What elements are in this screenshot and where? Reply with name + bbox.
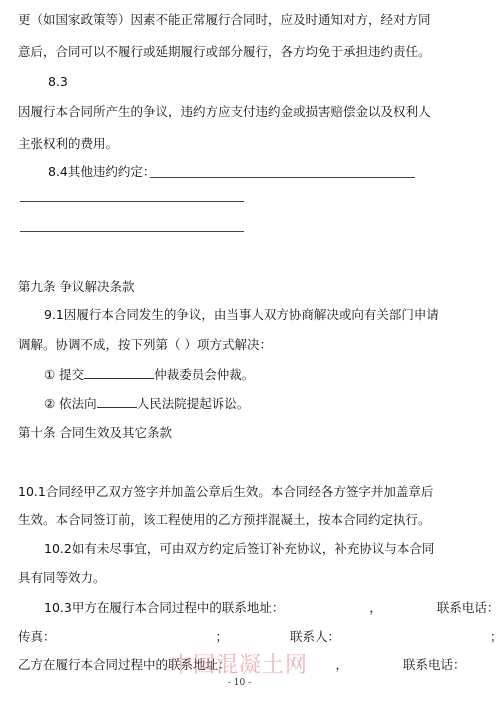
- fax-label: 传真：: [18, 629, 56, 644]
- clause-text-line: 主张权利的费用。: [18, 136, 119, 151]
- option-text: 人民法院提起诉讼。: [136, 396, 250, 411]
- clause-text-line: 10.2如有未尽事宜，可由双方约定后签订补充协议，补充协议与本合同: [44, 541, 435, 556]
- clause-text-line: 意后，合同可以不履行或延期履行或部分履行，各方均免于承担违约责任。: [18, 44, 431, 59]
- separator: ，: [335, 657, 349, 672]
- arbitration-blank: [84, 366, 154, 379]
- option-text: 仲裁委员会仲裁。: [154, 367, 255, 382]
- fill-in-line: [150, 177, 415, 178]
- article-heading: 第十条 合同生效及其它条款: [18, 425, 172, 440]
- contact-person-label: 联系人：: [290, 629, 341, 644]
- article-heading: 第九条 争议解决条款: [18, 279, 135, 294]
- clause-text-line: 更（如国家政策等）因素不能正常履行合同时，应及时通知对方，经对方同: [18, 12, 431, 27]
- party-a-fax-line: [18, 629, 503, 645]
- option-label: ② 依法向: [44, 396, 97, 411]
- contact-address-label: 10.3甲方在履行本合同过程中的联系地址：: [44, 600, 285, 615]
- separator: ；: [215, 629, 229, 644]
- clause-text-line: 具有同等效力。: [18, 570, 106, 585]
- clause-number: 8.3: [48, 74, 68, 89]
- option-litigation: [44, 395, 249, 412]
- separator: ，: [369, 600, 382, 615]
- clause-text-line: 9.1因履行本合同发生的争议，由当事人双方协商解决或向有关部门申请: [44, 307, 439, 322]
- court-blank: [97, 395, 137, 408]
- clause-text-line: 生效。本合同签订前，该工程使用的乙方预拌混凝土，按本合同约定执行。: [18, 512, 431, 527]
- other-breach-label: 8.4其他违约约定：: [48, 164, 156, 179]
- clause-text-line: 因履行本合同所产生的争议，违约方应支付违约金或损害赔偿金以及权利人: [18, 104, 431, 119]
- watermark-logo: 中国混凝土网: [170, 653, 309, 678]
- clause-text-line: 调解。协调不成，按下列第（ ）项方式解决：: [18, 337, 272, 352]
- contact-address-label: 乙方在履行本合同过程中的联系地址：: [18, 657, 231, 672]
- option-arbitration: [44, 366, 254, 383]
- page-number: - 10 -: [227, 678, 252, 688]
- option-label: ① 提交: [44, 367, 85, 382]
- contact-phone-label: 联系电话：: [436, 600, 500, 615]
- party-a-contact-line: [44, 600, 499, 616]
- contact-phone-label: 联系电话：: [403, 657, 466, 672]
- fill-in-line: [20, 231, 244, 232]
- clause-text-line: 10.1合同经甲乙双方签字并加盖公章后生效。本合同经各方签字并加盖章后: [18, 484, 434, 499]
- fill-in-line: [20, 201, 244, 202]
- separator: ；: [490, 629, 503, 644]
